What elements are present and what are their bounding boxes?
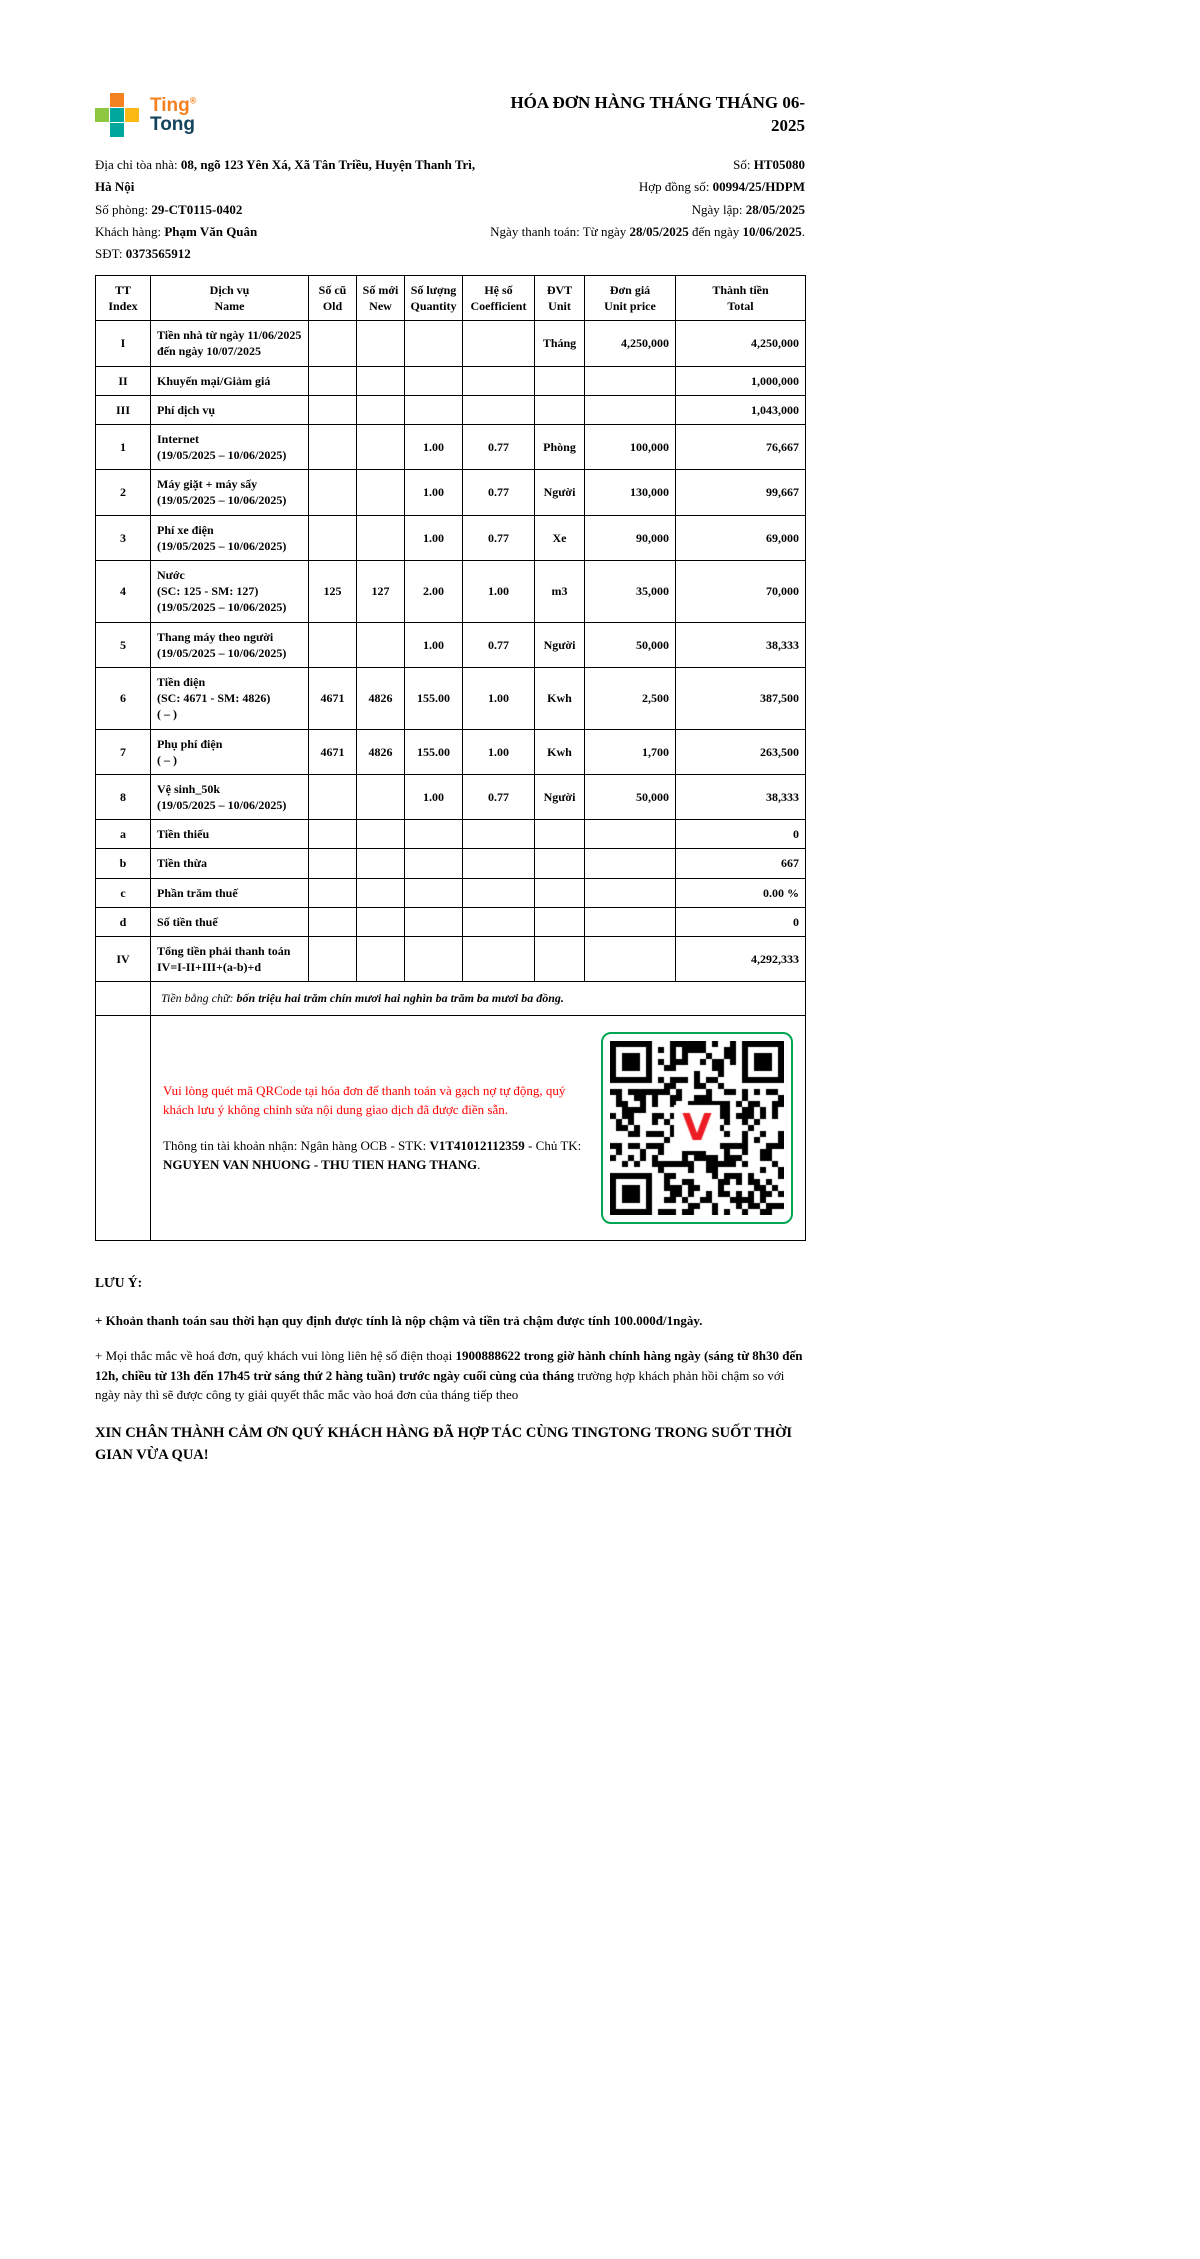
cell-old: 125 <box>309 561 357 623</box>
text-segment: 08, ngõ 123 Yên Xá, Xã Tân Triều, Huyện Thanh Trì, Hà Nội <box>95 157 476 195</box>
cell-quantity <box>405 321 463 366</box>
cell-new <box>357 849 405 878</box>
invoice-table <box>95 275 806 1241</box>
cell-service-name: Phần trăm thuế <box>151 878 309 907</box>
text-segment: Tiền bằng chữ: <box>161 991 237 1006</box>
cell-new <box>357 321 405 366</box>
cell-quantity <box>405 849 463 878</box>
cell-unit-price <box>585 820 676 849</box>
text-segment: . <box>801 224 805 240</box>
cell-total: 0 <box>676 820 806 849</box>
cell-new <box>357 515 405 560</box>
cell-total: 387,500 <box>676 667 806 729</box>
cell-total: 70,000 <box>676 561 806 623</box>
logo-square-yellow <box>125 108 139 122</box>
table-row <box>96 937 806 982</box>
payment-text-block <box>163 1081 583 1175</box>
cell-unit: Người <box>535 470 585 515</box>
text-segment: 29-CT0115-0402 <box>151 201 243 217</box>
cell-service-name: Máy giặt + máy sấy (19/05/2025 – 10/06/2025) <box>151 470 309 515</box>
info-line <box>487 199 805 221</box>
text-segment: Địa chỉ tòa nhà: <box>95 157 181 172</box>
cell-service-name: Phí xe điện (19/05/2025 – 10/06/2025) <box>151 515 309 560</box>
cell-old <box>309 820 357 849</box>
table-row <box>96 849 806 878</box>
cell-unit-price <box>585 878 676 907</box>
cell-new <box>357 622 405 667</box>
invoice-footer-notes <box>95 1273 805 1467</box>
cell-old: 4671 <box>309 729 357 774</box>
brand-name-top <box>150 96 196 115</box>
text-segment: + Khoản thanh toán sau thời hạn quy định được tính là nộp chậm và tiền trả chậm được tính 100.000đ/1ngày. <box>95 1312 703 1328</box>
cell-index: I <box>96 321 151 366</box>
text-segment: Số: <box>733 157 754 172</box>
text-segment: Khách hàng: <box>95 224 165 240</box>
cell-unit <box>535 878 585 907</box>
text-segment: 00994/25/HDPM <box>712 179 805 195</box>
cell-coefficient <box>463 907 535 936</box>
cell-service-name: Vệ sinh_50k (19/05/2025 – 10/06/2025) <box>151 774 309 819</box>
table-row <box>96 366 806 395</box>
cell-unit: Xe <box>535 515 585 560</box>
cell-service-name: Tiền thiếu <box>151 820 309 849</box>
cell-new: 4826 <box>357 667 405 729</box>
cell-unit: Người <box>535 622 585 667</box>
cell-quantity <box>405 820 463 849</box>
cell-quantity: 2.00 <box>405 561 463 623</box>
column-header-new: Số mới New <box>357 275 405 320</box>
cell-total: 38,333 <box>676 622 806 667</box>
cell-total: 0.00 % <box>676 878 806 907</box>
cell-quantity: 1.00 <box>405 774 463 819</box>
cell-new <box>357 395 405 424</box>
text-segment: 1900888622 trong giờ hành chính hàng ngày (sáng từ 8h30 đến 12h, chiều từ 13h đến 17h45 trừ sáng thứ 2 hàng tuần) <box>95 1348 803 1383</box>
cell-unit <box>535 366 585 395</box>
info-line <box>487 176 805 198</box>
logo-square-green <box>95 108 109 122</box>
cell-coefficient: 0.77 <box>463 515 535 560</box>
cell-quantity: 155.00 <box>405 667 463 729</box>
cell-quantity <box>405 366 463 395</box>
cell-service-name: Tiền nhà từ ngày 11/06/2025 đến ngày 10/07/2025 <box>151 321 309 366</box>
cell-service-name: Internet (19/05/2025 – 10/06/2025) <box>151 424 309 469</box>
info-line <box>95 199 477 221</box>
table-row <box>96 561 806 623</box>
cell-coefficient <box>463 937 535 982</box>
info-line <box>95 221 477 243</box>
text-segment: V1T41012112359 <box>429 1137 525 1153</box>
late-payment-note <box>95 1311 805 1331</box>
cell-new <box>357 820 405 849</box>
cell-total: 99,667 <box>676 470 806 515</box>
text-segment: 28/05/2025 <box>745 201 805 217</box>
cell-index: a <box>96 820 151 849</box>
brand-logo <box>95 92 196 138</box>
cell-service-name: Tổng tiền phải thanh toán IV=I-II+III+(a-b)+d <box>151 937 309 982</box>
cell-index: 1 <box>96 424 151 469</box>
cell-total: 1,043,000 <box>676 395 806 424</box>
cell-unit-price <box>585 366 676 395</box>
cell-unit-price: 4,250,000 <box>585 321 676 366</box>
invoice-table-footer <box>96 982 806 1240</box>
text-segment: NGUYEN VAN NHUONG - THU TIEN HANG THANG <box>163 1157 478 1173</box>
text-segment: 28/05/2025 <box>629 224 689 240</box>
cell-coefficient: 0.77 <box>463 470 535 515</box>
cell-unit-price <box>585 907 676 936</box>
table-row <box>96 774 806 819</box>
cell-unit: m3 <box>535 561 585 623</box>
table-row <box>96 395 806 424</box>
cell-index: 6 <box>96 667 151 729</box>
cell-new <box>357 937 405 982</box>
text-segment: Hợp đồng số: <box>638 179 713 195</box>
text-segment: 10/06/2025 <box>742 224 802 240</box>
payment-info-layout <box>163 1032 793 1224</box>
column-header-old: Số cũ Old <box>309 275 357 320</box>
cell-index: 8 <box>96 774 151 819</box>
cell-total: 38,333 <box>676 774 806 819</box>
cell-old <box>309 622 357 667</box>
customer-info-block <box>95 154 477 266</box>
invoice-table-body <box>96 321 806 982</box>
cell-unit <box>535 820 585 849</box>
cell-quantity: 1.00 <box>405 470 463 515</box>
text-segment: Thông tin tài khoản nhận: Ngân hàng OCB - STK: <box>163 1137 430 1153</box>
text-segment: đến ngày <box>688 224 743 240</box>
cell-unit-price <box>585 395 676 424</box>
cell-coefficient <box>463 366 535 395</box>
hotline-note <box>95 1346 805 1405</box>
text-segment: SĐT: <box>95 246 126 262</box>
cell-index: 3 <box>96 515 151 560</box>
cell-old <box>309 878 357 907</box>
cell-unit-price: 90,000 <box>585 515 676 560</box>
payment-info-cell <box>151 1015 806 1240</box>
cell-empty <box>96 1015 151 1240</box>
cell-service-name: Phí dịch vụ <box>151 395 309 424</box>
cell-empty <box>96 982 151 1015</box>
cell-coefficient <box>463 849 535 878</box>
column-header-total: Thành tiền Total <box>676 275 806 320</box>
table-row <box>96 515 806 560</box>
thank-you-message: XIN CHÂN THÀNH CẢM ƠN QUÝ KHÁCH HÀNG ĐÃ HỢP TÁC CÙNG TINGTONG TRONG SUỐT THỜI GIAN VỪA QUA! <box>95 1424 793 1463</box>
cell-quantity: 1.00 <box>405 515 463 560</box>
column-header-index: TT Index <box>96 275 151 320</box>
cell-quantity: 1.00 <box>405 622 463 667</box>
bank-account-info <box>163 1136 583 1175</box>
brand-wordmark <box>150 96 196 135</box>
cell-total: 263,500 <box>676 729 806 774</box>
cell-unit-price: 50,000 <box>585 774 676 819</box>
cell-total: 1,000,000 <box>676 366 806 395</box>
column-header-coefficient: Hệ số Coefficient <box>463 275 535 320</box>
cell-coefficient: 0.77 <box>463 622 535 667</box>
info-line <box>95 243 477 265</box>
cell-new <box>357 907 405 936</box>
cell-coefficient: 1.00 <box>463 561 535 623</box>
cell-unit-price: 50,000 <box>585 622 676 667</box>
text-segment: bốn triệu hai trăm chín mươi hai nghìn ba trăm ba mươi ba đồng. <box>236 991 564 1006</box>
text-segment: . <box>477 1157 481 1173</box>
cell-index: 7 <box>96 729 151 774</box>
cell-new <box>357 424 405 469</box>
cell-old <box>309 849 357 878</box>
table-row <box>96 729 806 774</box>
text-segment: + Mọi thắc mắc về hoá đơn, quý khách vui lòng liên hệ số điện thoại <box>95 1348 456 1364</box>
cell-new: 127 <box>357 561 405 623</box>
cell-coefficient: 0.77 <box>463 774 535 819</box>
cell-total: 76,667 <box>676 424 806 469</box>
cell-quantity <box>405 395 463 424</box>
cell-index: III <box>96 395 151 424</box>
notes-heading: LƯU Ý: <box>95 1274 143 1290</box>
cell-old <box>309 470 357 515</box>
cell-quantity <box>405 907 463 936</box>
cell-service-name: Phụ phí điện ( – ) <box>151 729 309 774</box>
cell-old <box>309 515 357 560</box>
cell-service-name: Thang máy theo người (19/05/2025 – 10/06/2025) <box>151 622 309 667</box>
cell-coefficient: 0.77 <box>463 424 535 469</box>
text-segment: 0373565912 <box>125 246 191 262</box>
cell-old <box>309 424 357 469</box>
cell-service-name: Tiền điện (SC: 4671 - SM: 4826) ( – ) <box>151 667 309 729</box>
cell-index: b <box>96 849 151 878</box>
text-segment: Số phòng: <box>95 201 152 217</box>
text-segment: trường hợp khách phản hồi chậm so với ngày này thì sẽ được công ty giải quyết thắc mắc vào hoá đơn của tháng tiếp theo <box>95 1367 785 1403</box>
logo-square-teal <box>110 108 124 122</box>
cell-unit-price: 100,000 <box>585 424 676 469</box>
table-row <box>96 878 806 907</box>
invoice-title: HÓA ĐƠN HÀNG THÁNG THÁNG 06-2025 <box>510 93 805 135</box>
brand-ting-text: Ting <box>150 94 190 116</box>
cell-index: 2 <box>96 470 151 515</box>
qr-instruction-text: Vui lòng quét mã QRCode tại hóa đơn để thanh toán và gạch nợ tự động, quý khách lưu ý không chỉnh sửa nội dung giao dịch đã được điền sẵn. <box>163 1082 566 1118</box>
table-row <box>96 470 806 515</box>
cell-index: d <box>96 907 151 936</box>
cell-coefficient <box>463 878 535 907</box>
cell-old <box>309 907 357 936</box>
cell-unit-price: 130,000 <box>585 470 676 515</box>
invoice-page <box>0 0 805 1466</box>
cell-unit <box>535 907 585 936</box>
cell-index: II <box>96 366 151 395</box>
cell-quantity: 155.00 <box>405 729 463 774</box>
table-row <box>96 907 806 936</box>
text-segment: - Chủ TK: <box>524 1137 582 1153</box>
column-header-unit-price: Đơn giá Unit price <box>585 275 676 320</box>
info-line <box>487 221 805 243</box>
table-row <box>96 667 806 729</box>
cell-unit-price <box>585 937 676 982</box>
cell-unit: Tháng <box>535 321 585 366</box>
qr-code-canvas <box>610 1041 784 1215</box>
cell-quantity <box>405 878 463 907</box>
cell-old <box>309 395 357 424</box>
cell-index: IV <box>96 937 151 982</box>
cell-unit: Người <box>535 774 585 819</box>
cell-total: 69,000 <box>676 515 806 560</box>
text-segment: Ngày lập: <box>691 201 746 217</box>
cell-unit-price: 1,700 <box>585 729 676 774</box>
cell-service-name: Tiền thừa <box>151 849 309 878</box>
cell-new <box>357 366 405 395</box>
qr-code-frame <box>601 1032 793 1224</box>
column-header-quantity: Số lượng Quantity <box>405 275 463 320</box>
cell-coefficient: 1.00 <box>463 729 535 774</box>
cell-new <box>357 774 405 819</box>
cell-unit: Kwh <box>535 667 585 729</box>
table-row <box>96 622 806 667</box>
cell-new: 4826 <box>357 729 405 774</box>
cell-new <box>357 878 405 907</box>
cell-total: 0 <box>676 907 806 936</box>
cell-old: 4671 <box>309 667 357 729</box>
cell-service-name: Nước (SC: 125 - SM: 127) (19/05/2025 – 10/06/2025) <box>151 561 309 623</box>
amount-in-words-row <box>96 982 806 1015</box>
cell-unit <box>535 395 585 424</box>
logo-square-teal-bottom <box>110 123 124 137</box>
cell-unit: Kwh <box>535 729 585 774</box>
invoice-meta-block <box>487 154 805 266</box>
cell-coefficient: 1.00 <box>463 667 535 729</box>
cell-coefficient <box>463 820 535 849</box>
payment-qr-row <box>96 1015 806 1240</box>
cell-total: 4,292,333 <box>676 937 806 982</box>
amount-in-words-cell <box>151 982 806 1015</box>
info-line <box>487 154 805 176</box>
cell-unit <box>535 849 585 878</box>
logo-square-orange <box>110 93 124 107</box>
cell-unit-price: 35,000 <box>585 561 676 623</box>
cell-total: 667 <box>676 849 806 878</box>
cell-index: 5 <box>96 622 151 667</box>
cell-unit <box>535 937 585 982</box>
info-line <box>95 154 477 199</box>
cell-quantity: 1.00 <box>405 424 463 469</box>
tingtong-logo-icon <box>95 92 141 138</box>
text-segment: HT05080 <box>753 157 805 172</box>
cell-unit: Phòng <box>535 424 585 469</box>
table-row <box>96 321 806 366</box>
invoice-table-header-row <box>96 275 806 320</box>
table-row <box>96 424 806 469</box>
cell-index: c <box>96 878 151 907</box>
column-header-unit: ĐVT Unit <box>535 275 585 320</box>
cell-service-name: Số tiền thuế <box>151 907 309 936</box>
cell-total: 4,250,000 <box>676 321 806 366</box>
invoice-info-section <box>95 154 805 266</box>
cell-coefficient <box>463 395 535 424</box>
cell-quantity <box>405 937 463 982</box>
cell-coefficient <box>463 321 535 366</box>
cell-index: 4 <box>96 561 151 623</box>
cell-unit-price: 2,500 <box>585 667 676 729</box>
cell-service-name: Khuyến mại/Giảm giá <box>151 366 309 395</box>
text-segment: trước ngày cuối cùng của tháng <box>395 1367 578 1383</box>
cell-old <box>309 321 357 366</box>
cell-new <box>357 470 405 515</box>
text-segment: Ngày thanh toán: Từ ngày <box>490 224 630 240</box>
cell-unit-price <box>585 849 676 878</box>
cell-old <box>309 937 357 982</box>
brand-name-bottom: Tong <box>150 114 196 135</box>
cell-old <box>309 366 357 395</box>
cell-old <box>309 774 357 819</box>
table-row <box>96 820 806 849</box>
text-segment: Phạm Văn Quân <box>164 224 258 240</box>
invoice-header <box>95 92 805 138</box>
column-header-name: Dịch vụ Name <box>151 275 309 320</box>
registered-mark: ® <box>189 95 197 106</box>
